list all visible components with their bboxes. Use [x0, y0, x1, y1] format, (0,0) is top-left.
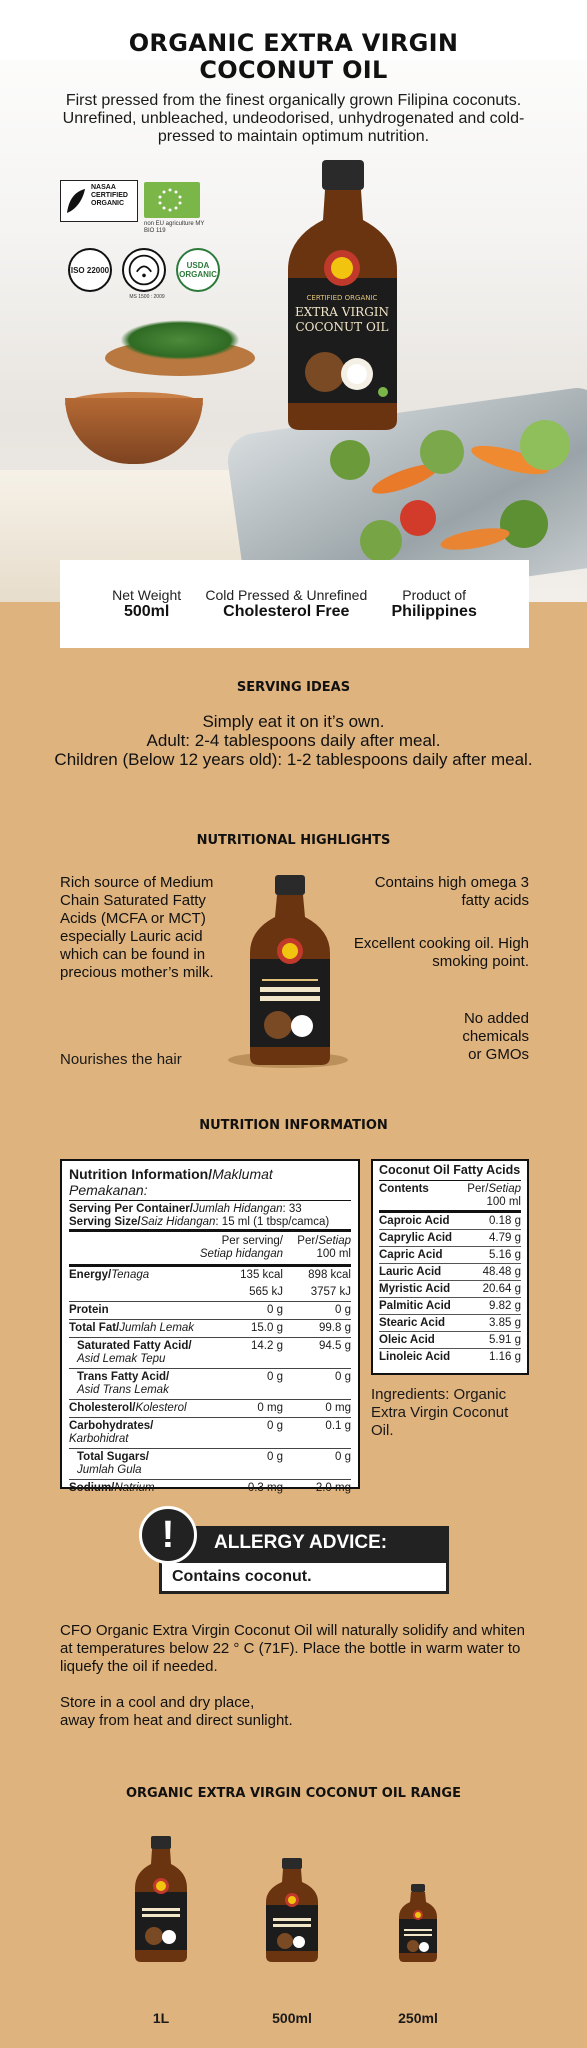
highlight-mcfa: Rich source of Medium Chain Saturated Fatty Acids (MCFA or MCT) especially Lauric acid which can be found in precious mother’s milk. — [60, 874, 214, 981]
nutrition-row — [69, 1417, 351, 1448]
nutrition-facts-table — [60, 1159, 360, 1494]
nutrition-row — [69, 1284, 351, 1301]
eu-leaf-icon — [144, 182, 200, 218]
nutrient-per-serving: 135 kcal — [240, 1269, 283, 1281]
nutrient-name: Protein — [69, 1304, 109, 1316]
ingredients-text: Ingredients: Organic Extra Virgin Coconut Oil. — [371, 1386, 509, 1439]
nutrient-name: Total Sugars/ Jumlah Gula — [77, 1451, 149, 1476]
fatty-acid-name: Oleic Acid — [379, 1334, 435, 1346]
nutrient-per-100ml: 94.5 g — [319, 1340, 351, 1352]
bottle-label-line1: CERTIFIED ORGANIC — [306, 294, 378, 302]
product-info-card — [60, 560, 529, 648]
bottle-label-line2: EXTRA VIRGIN — [294, 305, 390, 319]
brussels-sprout — [520, 420, 570, 470]
wooden-bowl — [65, 398, 203, 464]
highlight-no-chemicals: No added chemicals or GMOs — [462, 1010, 529, 1063]
hero-banner — [0, 0, 587, 620]
highlight-omega: Contains high omega 3 fatty acids — [374, 874, 529, 909]
serving-container-line: Serving Per Container/Jumlah Hidangan: 33 — [69, 1200, 351, 1216]
nutrition-row — [69, 1319, 351, 1337]
nutrient-per-100ml: 99.8 g — [319, 1322, 351, 1334]
brussels-sprout — [500, 500, 548, 548]
bottle-500ml-image — [265, 1858, 319, 1962]
brussels-sprout — [330, 440, 370, 480]
nutrition-column-headers: Per serving/ Setiap hidangan Per/Setiap 100 ml — [69, 1229, 351, 1264]
page-subtitle: First pressed from the finest organically grown Filipina coconuts. Unrefined, unbleached, undeodorised, unhydrogenated and cold-pressed to maintain optimum nutrition. — [62, 92, 525, 145]
processing-info — [205, 587, 367, 621]
nutrition-row — [69, 1301, 351, 1319]
nutrition-row — [69, 1337, 351, 1368]
iso-logo: ISO 22000 — [68, 248, 112, 292]
nutrient-per-100ml: 0 g — [335, 1371, 351, 1383]
nutrient-per-100ml: 0 g — [335, 1451, 351, 1463]
nutrient-per-serving: 14.2 g — [251, 1340, 283, 1352]
nasaa-logo — [60, 180, 138, 222]
fatty-acid-row — [379, 1297, 521, 1314]
fatty-acid-name: Linoleic Acid — [379, 1351, 451, 1363]
fatty-acid-row — [379, 1263, 521, 1280]
size-250ml-label: 250ml — [398, 2010, 438, 2026]
serving-ideas-heading: SERVING IDEAS — [236, 680, 351, 695]
nutrient-per-100ml: 0.1 g — [325, 1420, 351, 1432]
fatty-acid-row — [379, 1229, 521, 1246]
brussels-sprout — [420, 430, 464, 474]
nutrient-name: Total Fat/Jumlah Lemak — [69, 1322, 195, 1334]
size-1l-label: 1L — [152, 2010, 170, 2026]
allergy-title: ALLERGY ADVICE: — [159, 1526, 449, 1560]
net-weight-value: 500ml — [123, 603, 170, 620]
halal-note: MS 1500 : 2009 — [129, 294, 165, 300]
nutrition-table-title: Nutrition Information/Maklumat Pemakanan: — [69, 1166, 273, 1198]
serving-ideas-text — [20, 712, 567, 769]
nutrient-per-serving: 0 g — [267, 1304, 283, 1316]
range-heading: ORGANIC EXTRA VIRGIN COCONUT OIL RANGE — [126, 1786, 461, 1801]
fatty-acid-row — [379, 1348, 521, 1365]
title-line-1: ORGANIC EXTRA VIRGIN — [128, 29, 459, 57]
nutrition-row — [69, 1448, 351, 1479]
origin-label: Product of — [402, 587, 467, 603]
fatty-acid-value: 1.16 g — [489, 1351, 521, 1363]
fatty-acid-row — [379, 1314, 521, 1331]
nutrition-heading: NUTRITION INFORMATION — [199, 1118, 388, 1133]
nutrition-row — [69, 1479, 351, 1497]
page-title — [0, 30, 587, 84]
fatty-acid-value: 5.16 g — [489, 1249, 521, 1261]
fatty-acid-name: Myristic Acid — [379, 1283, 451, 1295]
nutrition-row — [69, 1399, 351, 1417]
serving-line-2: Adult: 2-4 tablespoons daily after meal. — [146, 731, 441, 750]
nutrient-per-100ml: 2.0 mg — [315, 1482, 351, 1494]
fatty-acids-header: Contents Per/Setiap 100 ml — [379, 1183, 521, 1208]
eu-organic-logo — [144, 182, 200, 218]
serving-line-1: Simply eat it on it’s own. — [202, 712, 385, 731]
tomato — [400, 500, 436, 536]
highlight-bottle-image — [248, 875, 332, 1065]
nutrient-per-serving: 0 g — [267, 1420, 283, 1432]
fatty-acid-row — [379, 1331, 521, 1348]
net-weight — [112, 587, 181, 621]
net-weight-label: Net Weight — [112, 587, 182, 603]
highlight-cooking: Excellent cooking oil. High smoking point. — [353, 935, 529, 970]
fatty-acids-table — [371, 1159, 529, 1375]
nutrient-per-100ml: 0 g — [335, 1304, 351, 1316]
nutrient-per-100ml: 3757 kJ — [310, 1286, 351, 1298]
nutrient-per-100ml: 898 kcal — [308, 1269, 351, 1281]
fatty-acid-value: 9.82 g — [489, 1300, 521, 1312]
allergy-advice — [139, 1506, 449, 1598]
brussels-sprout — [360, 520, 402, 562]
allergy-text: Contains coconut. — [159, 1560, 449, 1594]
storage-para-2: Store in a cool and dry place, away from heat and direct sunlight. — [60, 1694, 293, 1729]
nutrient-per-serving: 0 mg — [257, 1402, 283, 1414]
herb-sprigs — [120, 320, 240, 360]
nutrition-row — [69, 1264, 351, 1284]
nutrient-per-serving: 0 g — [267, 1371, 283, 1383]
origin-info — [392, 587, 477, 621]
fatty-acid-name: Capric Acid — [379, 1249, 443, 1261]
fatty-acid-row — [379, 1210, 521, 1229]
fatty-acid-row — [379, 1246, 521, 1263]
leaf-icon — [65, 187, 87, 215]
processing-label: Cold Pressed & Unrefined — [205, 587, 368, 603]
bottle-1l-image — [134, 1836, 188, 1962]
nutrient-name: Saturated Fatty Acid/ Asid Lemak Tepu — [77, 1340, 192, 1365]
nutrient-name: Cholesterol/Kolesterol — [69, 1402, 187, 1414]
nutrient-name — [69, 1286, 217, 1299]
fatty-acid-value: 0.18 g — [489, 1215, 521, 1227]
nutrient-name: Sodium/Natrium — [69, 1482, 155, 1494]
bottle-250ml-image — [398, 1884, 438, 1962]
fatty-acid-name: Caprylic Acid — [379, 1232, 453, 1244]
size-500ml-label: 500ml — [272, 2010, 312, 2026]
nutrient-per-serving: 0.3 mg — [247, 1482, 283, 1494]
storage-instructions — [60, 1622, 540, 1730]
fatty-acids-title: Coconut Oil Fatty Acids — [379, 1164, 521, 1181]
cholesterol-free-value: Cholesterol Free — [223, 603, 350, 620]
fatty-acid-name: Caproic Acid — [379, 1215, 450, 1227]
nutrient-per-serving: 15.0 g — [251, 1322, 283, 1334]
bottle-label-line3: COCONUT OIL — [295, 320, 389, 334]
storage-para-1: CFO Organic Extra Virgin Coconut Oil will naturally solidify and whiten at temperatures below 22 ° C (71F). Place the bottle in warm water to liquefy the oil if needed. — [60, 1622, 525, 1675]
exclamation-icon: ! — [139, 1506, 197, 1564]
fatty-acid-value: 20.64 g — [482, 1283, 521, 1295]
fatty-acid-row — [379, 1280, 521, 1297]
halal-logo — [122, 248, 166, 292]
halal-seal-icon — [126, 252, 162, 288]
fatty-acid-name: Stearic Acid — [379, 1317, 446, 1329]
nutrient-per-100ml: 0 mg — [325, 1402, 351, 1414]
fatty-acid-value: 48.48 g — [482, 1266, 521, 1278]
highlights-heading: NUTRITIONAL HIGHLIGHTS — [196, 833, 391, 848]
eu-note: non EU agriculture MY BIO 119 — [144, 221, 205, 234]
fatty-acid-value: 3.85 g — [489, 1317, 521, 1329]
fatty-acid-name: Lauric Acid — [379, 1266, 442, 1278]
nutrient-per-serving: 565 kJ — [249, 1286, 283, 1298]
serving-line-3: Children (Below 12 years old): 1-2 tablespoons daily after meal. — [54, 750, 533, 769]
nutrient-per-serving: 0 g — [267, 1451, 283, 1463]
nutrient-name: Carbohydrates/ Karbohidrat — [69, 1420, 154, 1445]
nasaa-label: NASAA CERTIFIED ORGANIC — [91, 184, 128, 207]
title-line-2: COCONUT OIL — [199, 56, 388, 84]
nutrient-name: Energy/Tenaga — [69, 1269, 150, 1281]
nutrient-name: Trans Fatty Acid/ Asid Trans Lemak — [77, 1371, 170, 1396]
highlight-hair: Nourishes the hair — [60, 1051, 182, 1068]
fatty-acid-value: 5.91 g — [489, 1334, 521, 1346]
usda-logo: USDA ORGANIC — [176, 248, 220, 292]
serving-size-line: Serving Size/Saiz Hidangan: 15 ml (1 tbsp/camca) — [69, 1216, 330, 1228]
fatty-acid-value: 4.79 g — [489, 1232, 521, 1244]
nutrition-row — [69, 1368, 351, 1399]
origin-value: Philippines — [391, 603, 477, 620]
fatty-acid-name: Palmitic Acid — [379, 1300, 451, 1312]
product-bottle-image — [285, 160, 400, 430]
